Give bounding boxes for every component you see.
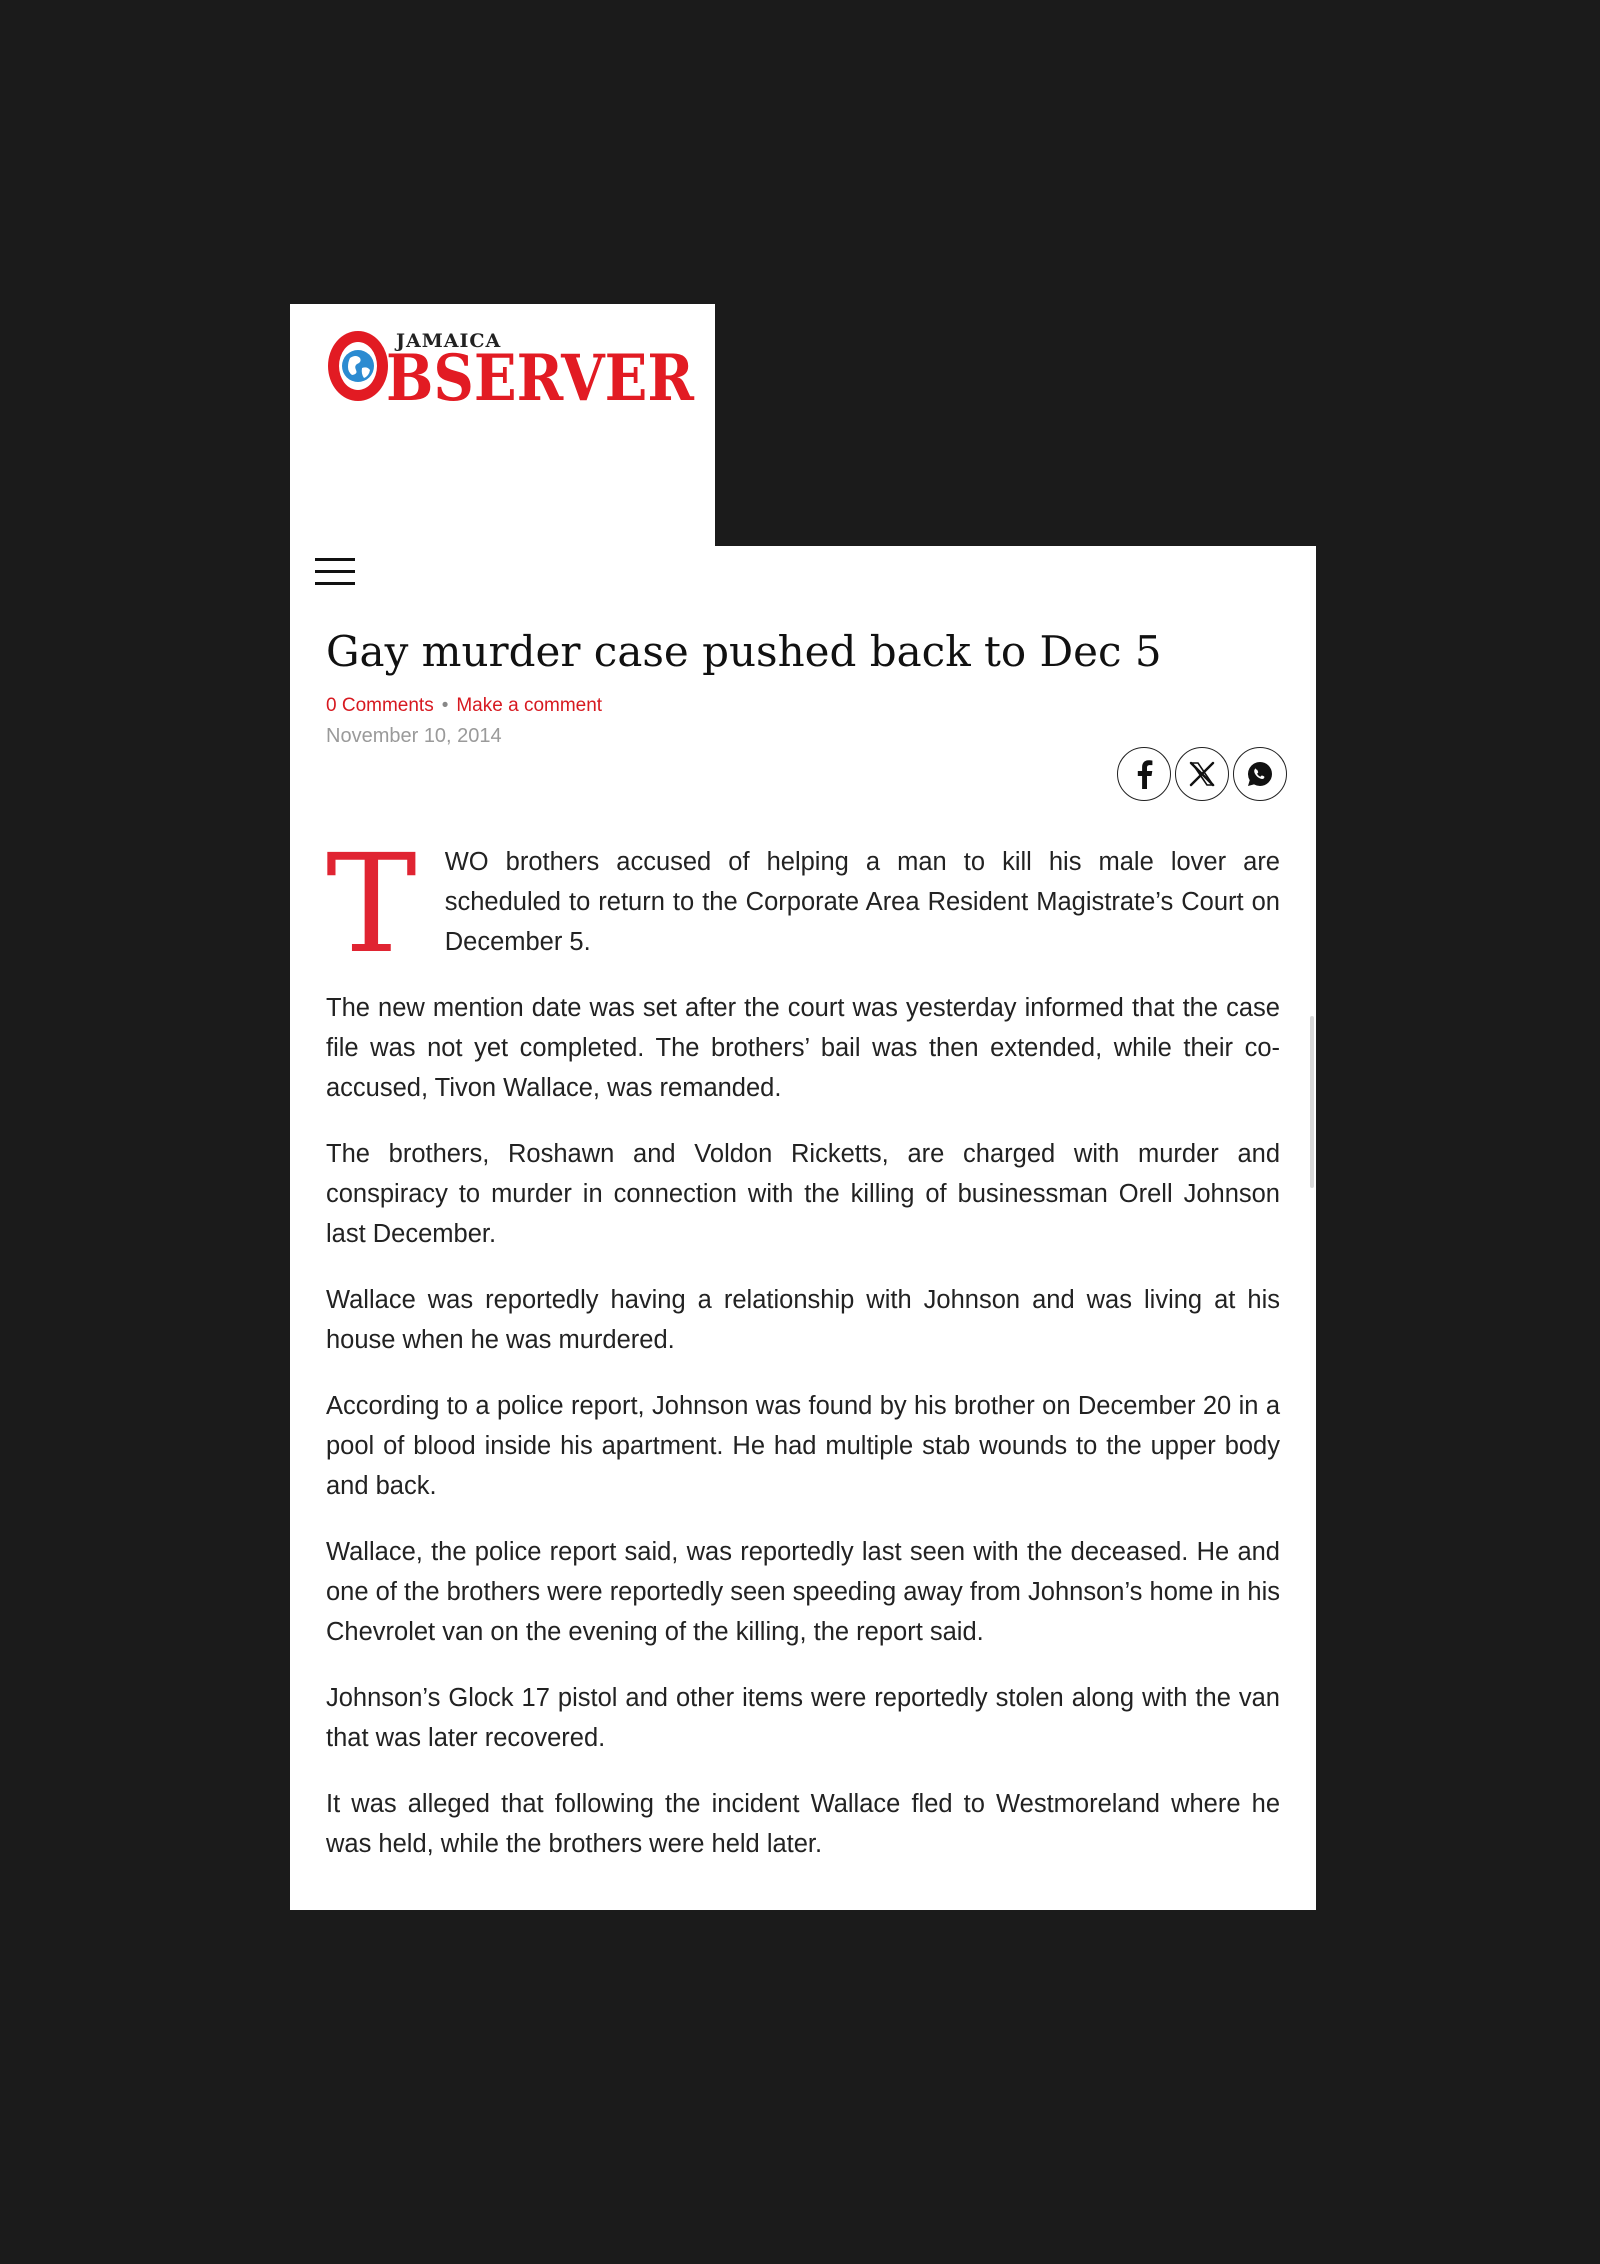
drop-cap: T — [326, 826, 417, 984]
menu-bar — [315, 558, 355, 561]
facebook-icon — [1133, 759, 1155, 789]
jamaica-observer-logo[interactable] — [324, 322, 696, 408]
lead-paragraph-text: WO brothers accused of helping a man to kill his male lover are scheduled to return to the Corporate Area Resident Magistrate’s Court on December 5. — [444, 848, 1280, 956]
meta-separator: • — [441, 695, 449, 716]
article-paragraph: It was alleged that following the incident Wallace fled to Westmoreland where he was held, while the brothers were held later. — [326, 1790, 1280, 1858]
article-body — [326, 826, 1280, 1890]
article-date: November 10, 2014 — [326, 725, 502, 747]
article-title: Gay murder case pushed back to Dec 5 — [326, 627, 1162, 676]
whatsapp-icon — [1245, 759, 1275, 789]
menu-bar — [315, 582, 355, 585]
article-paragraph: The brothers, Roshawn and Voldon Ricketts, are charged with murder and conspiracy to murder in connection with the killing of businessman Orell Johnson last December. — [326, 1140, 1280, 1248]
globe-icon — [342, 350, 374, 382]
article-paragraph: According to a police report, Johnson was found by his brother on December 20 in a pool of blood inside his apartment. He had multiple stab wounds to the upper body and back. — [326, 1392, 1280, 1500]
share-facebook-button[interactable] — [1117, 747, 1171, 801]
hamburger-menu-icon[interactable] — [315, 552, 357, 592]
logo-panel — [290, 304, 715, 546]
article-panel — [290, 546, 1316, 1910]
article-paragraph: Wallace, the police report said, was reportedly last seen with the deceased. He and one of the brothers were reportedly seen speeding away from Johnson’s home in his Chevrolet van on the evening of the killing, the report said. — [326, 1538, 1280, 1646]
article-paragraph: Johnson’s Glock 17 pistol and other items were reportedly stolen along with the van that was later recovered. — [326, 1684, 1280, 1752]
site-logo[interactable] — [324, 322, 696, 408]
logo-wordmark: BSERVER — [386, 341, 695, 408]
x-icon — [1189, 761, 1215, 787]
article-paragraph: The new mention date was set after the court was yesterday informed that the case file was not yet completed. The brothers’ bail was then extended, while their co-accused, Tivon Wallace, was remanded. — [326, 994, 1280, 1102]
scrollbar-thumb[interactable] — [1310, 1016, 1314, 1188]
make-comment-link[interactable]: Make a comment — [456, 695, 603, 716]
comments-count-link[interactable]: 0 Comments — [326, 695, 434, 716]
menu-bar — [315, 570, 355, 573]
article-paragraph-lead — [326, 826, 1280, 984]
logo-kicker: JAMAICA — [396, 330, 502, 352]
article-paragraph: Wallace was reportedly having a relationship with Johnson and was living at his house when he was murdered. — [326, 1286, 1280, 1354]
share-whatsapp-button[interactable] — [1233, 747, 1287, 801]
article-comment-links — [326, 694, 602, 718]
share-buttons — [1117, 747, 1287, 803]
share-x-button[interactable] — [1175, 747, 1229, 801]
